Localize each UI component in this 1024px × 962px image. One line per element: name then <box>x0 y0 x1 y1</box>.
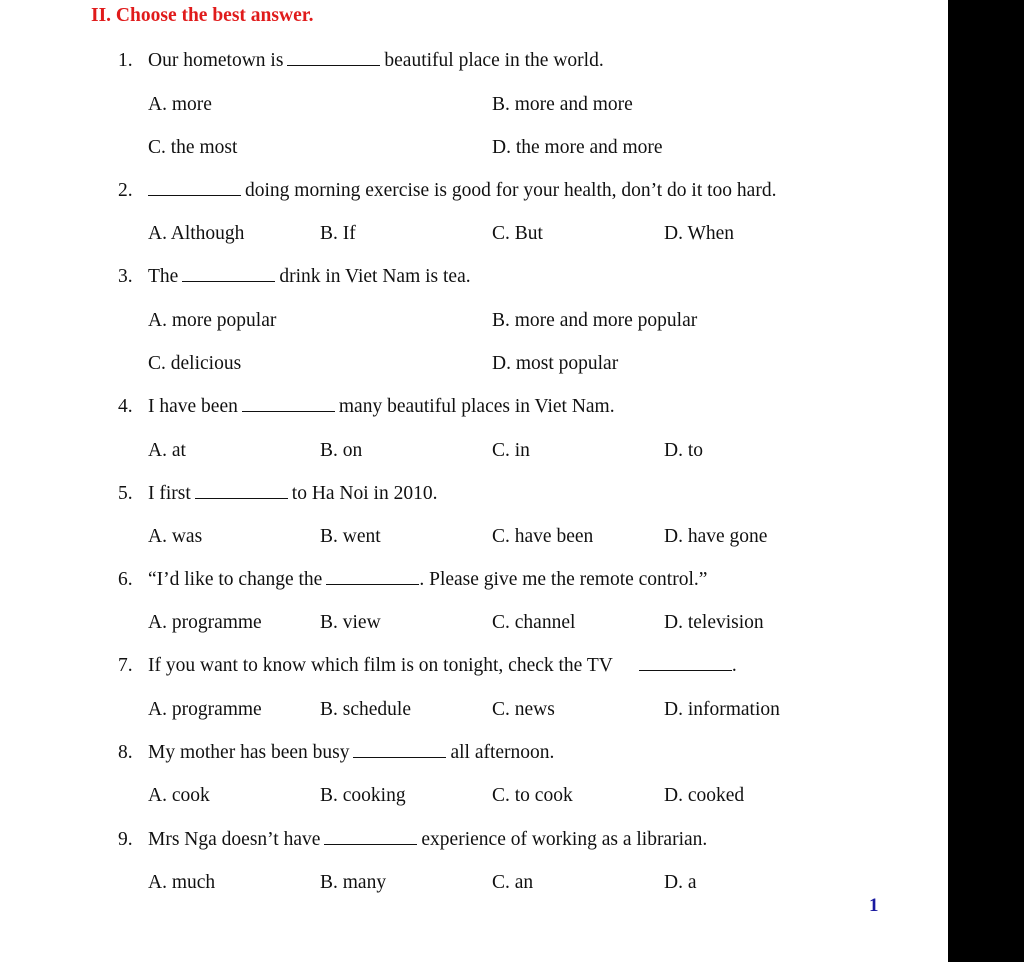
option-c[interactable]: C. in <box>492 440 530 461</box>
answer-blank <box>324 826 417 845</box>
question-4-options <box>0 436 948 466</box>
question-3 <box>0 262 948 292</box>
question-number: 1. <box>118 50 133 71</box>
option-c[interactable]: C. have been <box>492 526 594 547</box>
question-number: 5. <box>118 483 133 504</box>
question-text: Mrs Nga doesn’t have experience of working as a librarian. <box>148 825 707 855</box>
question-number: 6. <box>118 569 133 590</box>
option-d[interactable]: D. a <box>664 872 697 893</box>
option-c[interactable]: C. an <box>492 872 534 893</box>
answer-blank <box>287 47 380 66</box>
question-number: 2. <box>118 180 133 201</box>
option-a[interactable]: A. at <box>148 440 186 461</box>
option-c[interactable]: C. But <box>492 223 543 244</box>
question-5 <box>0 479 948 509</box>
option-b[interactable]: B. more and more <box>492 94 633 115</box>
option-b[interactable]: B. schedule <box>320 699 411 720</box>
option-b[interactable]: B. cooking <box>320 785 406 806</box>
option-a[interactable]: A. more <box>148 94 212 115</box>
question-text: The drink in Viet Nam is tea. <box>148 262 471 292</box>
question-number: 3. <box>118 266 133 287</box>
question-7 <box>0 651 948 681</box>
option-a[interactable]: A. programme <box>148 699 262 720</box>
option-a[interactable]: A. was <box>148 526 203 547</box>
option-b[interactable]: B. went <box>320 526 381 547</box>
option-d[interactable]: D. television <box>664 612 764 633</box>
question-4 <box>0 392 948 422</box>
option-b[interactable]: B. more and more popular <box>492 310 698 331</box>
page-number: 1 <box>869 895 879 916</box>
question-8-options <box>0 781 948 811</box>
option-a[interactable]: A. programme <box>148 612 262 633</box>
answer-blank <box>195 480 288 499</box>
option-d[interactable]: D. cooked <box>664 785 745 806</box>
option-d[interactable]: D. When <box>664 223 735 244</box>
question-text: I first to Ha Noi in 2010. <box>148 479 437 509</box>
question-8 <box>0 738 948 768</box>
option-d[interactable]: D. to <box>664 440 703 461</box>
section-title: II. Choose the best answer. <box>91 5 314 26</box>
question-text: My mother has been busy all afternoon. <box>148 738 554 768</box>
question-text: If you want to know which film is on tonight, check the TV . <box>148 651 737 681</box>
option-c[interactable]: C. to cook <box>492 785 573 806</box>
option-d[interactable]: D. most popular <box>492 353 619 374</box>
question-text: doing morning exercise is good for your health, don’t do it too hard. <box>148 176 776 206</box>
answer-blank <box>242 393 335 412</box>
question-number: 9. <box>118 829 133 850</box>
question-3-options-row-2 <box>0 349 948 379</box>
option-b[interactable]: B. many <box>320 872 387 893</box>
option-c[interactable]: C. delicious <box>148 353 242 374</box>
answer-blank <box>353 739 446 758</box>
question-1 <box>0 46 948 76</box>
answer-blank <box>182 263 275 282</box>
answer-blank <box>148 177 241 196</box>
question-text: Our hometown is beautiful place in the world. <box>148 46 604 76</box>
option-d[interactable]: D. information <box>664 699 780 720</box>
option-b[interactable]: B. view <box>320 612 381 633</box>
question-6-options <box>0 608 948 638</box>
question-1-options-row-2 <box>0 133 948 163</box>
question-number: 8. <box>118 742 133 763</box>
option-d[interactable]: D. have gone <box>664 526 768 547</box>
question-9-options <box>0 868 948 898</box>
answer-blank <box>639 652 732 671</box>
question-2-options <box>0 219 948 249</box>
question-9 <box>0 825 948 855</box>
question-1-options-row-1 <box>0 90 948 120</box>
question-number: 4. <box>118 396 133 417</box>
option-d[interactable]: D. the more and more <box>492 137 663 158</box>
question-5-options <box>0 522 948 552</box>
question-7-options <box>0 695 948 725</box>
option-a[interactable]: A. Although <box>148 223 245 244</box>
option-a[interactable]: A. much <box>148 872 216 893</box>
option-c[interactable]: C. the most <box>148 137 238 158</box>
question-3-options-row-1 <box>0 306 948 336</box>
question-6 <box>0 565 948 595</box>
option-b[interactable]: B. on <box>320 440 363 461</box>
option-c[interactable]: C. channel <box>492 612 576 633</box>
question-2 <box>0 176 948 206</box>
option-c[interactable]: C. news <box>492 699 555 720</box>
question-text: “I’d like to change the . Please give me the remote control.” <box>148 565 707 595</box>
question-text: I have been many beautiful places in Viet Nam. <box>148 392 615 422</box>
option-a[interactable]: A. more popular <box>148 310 277 331</box>
option-b[interactable]: B. If <box>320 223 356 244</box>
option-a[interactable]: A. cook <box>148 785 210 806</box>
answer-blank <box>326 566 419 585</box>
question-number: 7. <box>118 655 133 676</box>
